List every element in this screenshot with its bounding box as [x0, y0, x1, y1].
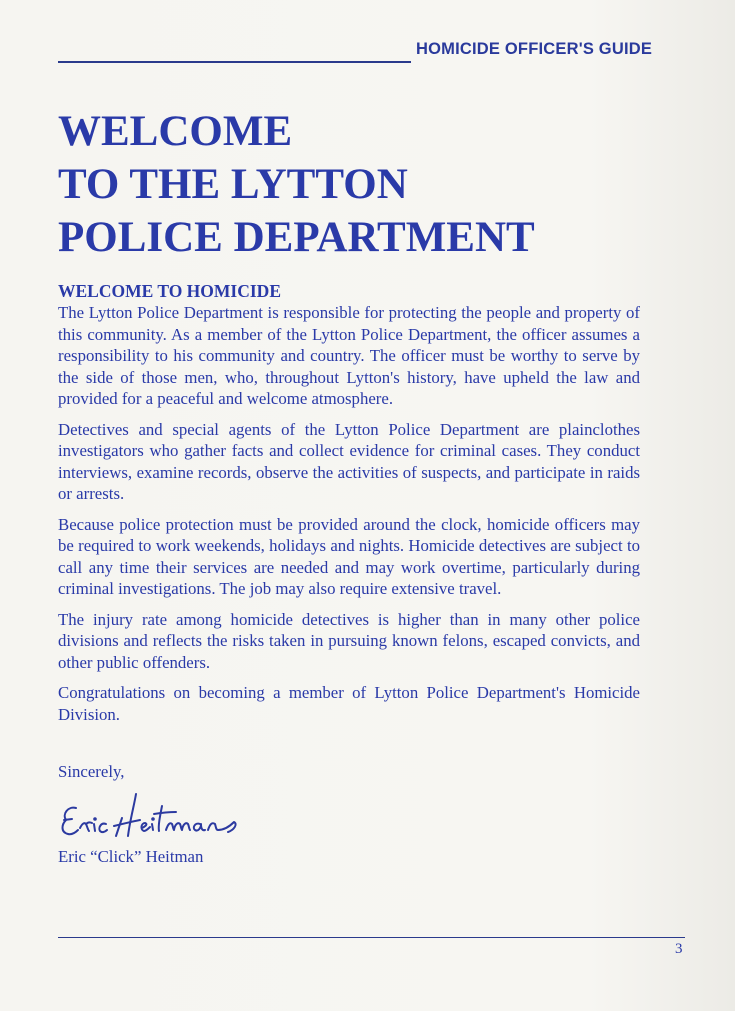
paragraph: The Lytton Police Department is responsible for protecting the people and property of this community. As a member of the Lytton Police Department, the officer assumes a responsibility to his community and country. The officer must be worthy to serve by the side of those men, who, throughout Lytton's history, have upheld the law and provided for a peaceful and welcome atmosphere. — [58, 303, 640, 408]
page-number: 3 — [675, 941, 683, 957]
closing-salutation: Sincerely, — [58, 762, 125, 781]
signature — [58, 784, 268, 844]
page-title-line-2: TO THE LYTTON — [58, 161, 408, 208]
header-title: HOMICIDE OFFICER'S GUIDE — [416, 40, 653, 58]
header-rule — [58, 61, 411, 63]
page-title-line-3: POLICE DEPARTMENT — [58, 214, 535, 261]
signatory-name: Eric “Click” Heitman — [58, 847, 204, 866]
section-heading: WELCOME TO HOMICIDE — [58, 281, 281, 301]
paragraph: Because police protection must be provided around the clock, homicide officers may be required to work weekends, holidays and nights. Homicide detectives are subject to call any time their services are needed and may work overtime, particularly during criminal investigations. The job may also require extensive travel. — [58, 514, 640, 598]
body-text — [58, 302, 640, 734]
paragraph: The injury rate among homicide detectives is higher than in many other police divisions and reflects the risks taken in pursuing known felons, escaped convicts, and other public offenders. — [58, 609, 640, 672]
paragraph: Detectives and special agents of the Lytton Police Department are plainclothes investigators who gather facts and collect evidence for criminal cases. They conduct interviews, examine records, observe the activities of suspects, and participate in raids or arrests. — [58, 419, 640, 503]
page-title-line-1: WELCOME — [58, 108, 293, 155]
footer-rule — [58, 937, 685, 938]
page-title — [58, 105, 535, 264]
paragraph: Congratulations on becoming a member of Lytton Police Department's Homicide Division. — [58, 683, 640, 724]
